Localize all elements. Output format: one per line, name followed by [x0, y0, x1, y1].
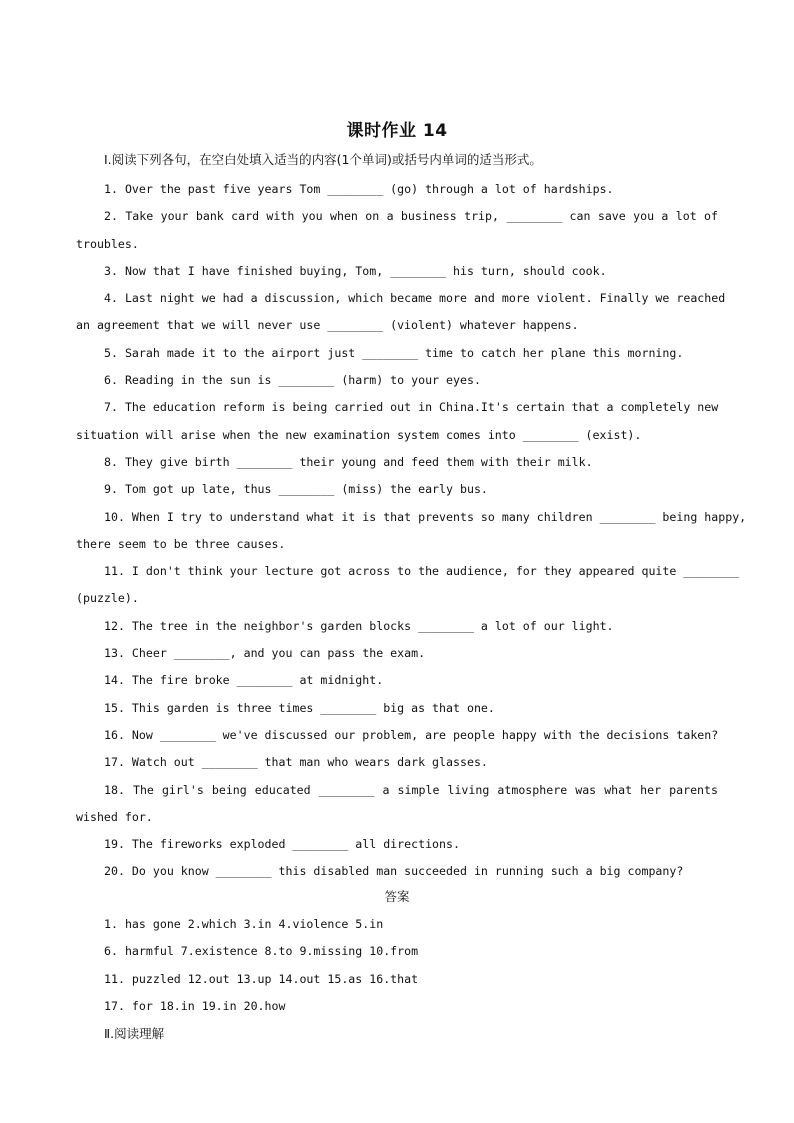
- exercise-line: 13. Cheer ________, and you can pass the exam.: [104, 646, 426, 661]
- section-2-heading: Ⅱ.阅读理解: [104, 1026, 165, 1041]
- exercise-line: 11. I don't think your lecture got across to the audience, for they appeared quite ________: [104, 564, 740, 579]
- exercise-line: 1. Over the past five years Tom ________ (go) through a lot of hardships.: [104, 182, 614, 196]
- exercise-line: 10. When I try to understand what it is that prevents so many children ________ being happy,: [104, 509, 747, 524]
- exercise-line: 8. They give birth ________ their young and feed them with their milk.: [104, 454, 593, 469]
- exercise-line: 18. The girl's being educated ________ a simple living atmosphere was what her parents: [104, 782, 718, 797]
- exercise-line: 5. Sarah made it to the airport just ________ time to catch her plane this morning.: [104, 345, 684, 360]
- exercise-line: 6. Reading in the sun is ________ (harm) to your eyes.: [104, 373, 481, 388]
- exercise-line: 15. This garden is three times ________ big as that one.: [104, 700, 495, 715]
- exercise-line: 7. The education reform is being carried out in China.It's certain that a completely new: [104, 400, 719, 415]
- answer-heading: 答案: [384, 889, 410, 904]
- exercise-line: troubles.: [76, 236, 139, 251]
- page-title: 课时作业 14: [346, 121, 448, 141]
- exercise-line: (puzzle).: [76, 591, 139, 606]
- exercise-line: 16. Now ________ we've discussed our problem, are people happy with the decisions taken?: [104, 727, 719, 742]
- exercise-line: 12. The tree in the neighbor's garden blocks ________ a lot of our light.: [104, 618, 614, 633]
- exercise-line: 4. Last night we had a discussion, which became more and more violent. Finally we reached: [104, 291, 726, 306]
- exercise-line: situation will arise when the new examination system comes into ________ (exist).: [76, 427, 642, 442]
- exercise-line: there seem to be three causes.: [76, 536, 286, 551]
- exercise-line: 9. Tom got up late, thus ________ (miss) the early bus.: [104, 482, 488, 497]
- exercise-line: 2. Take your bank card with you when on a business trip, ________ can save you a lot of: [104, 209, 718, 224]
- exercise-line: 20. Do you know ________ this disabled man succeeded in running such a big company?: [104, 864, 684, 879]
- answer-line: 11. puzzled 12.out 13.up 14.out 15.as 16.that: [104, 971, 419, 986]
- exercise-line: wished for.: [76, 809, 153, 824]
- answer-line: 17. for 18.in 19.in 20.how: [104, 998, 286, 1013]
- exercise-list: [76, 176, 747, 886]
- exercise-line: 14. The fire broke ________ at midnight.: [104, 673, 384, 688]
- answer-line: 6. harmful 7.existence 8.to 9.missing 10.from: [104, 944, 419, 959]
- answer-list: [104, 911, 418, 1020]
- section-1-heading: Ⅰ.阅读下列各句，在空白处填入适当的内容(1个单词)或括号内单词的适当形式。: [104, 152, 542, 167]
- answer-line: 1. has gone 2.which 3.in 4.violence 5.in: [104, 917, 384, 931]
- exercise-line: 17. Watch out ________ that man who wears dark glasses.: [104, 755, 488, 770]
- exercise-line: 3. Now that I have finished buying, Tom, ________ his turn, should cook.: [104, 263, 607, 278]
- exercise-line: 19. The fireworks exploded ________ all directions.: [104, 837, 460, 852]
- exercise-line: an agreement that we will never use ________ (violent) whatever happens.: [76, 318, 579, 333]
